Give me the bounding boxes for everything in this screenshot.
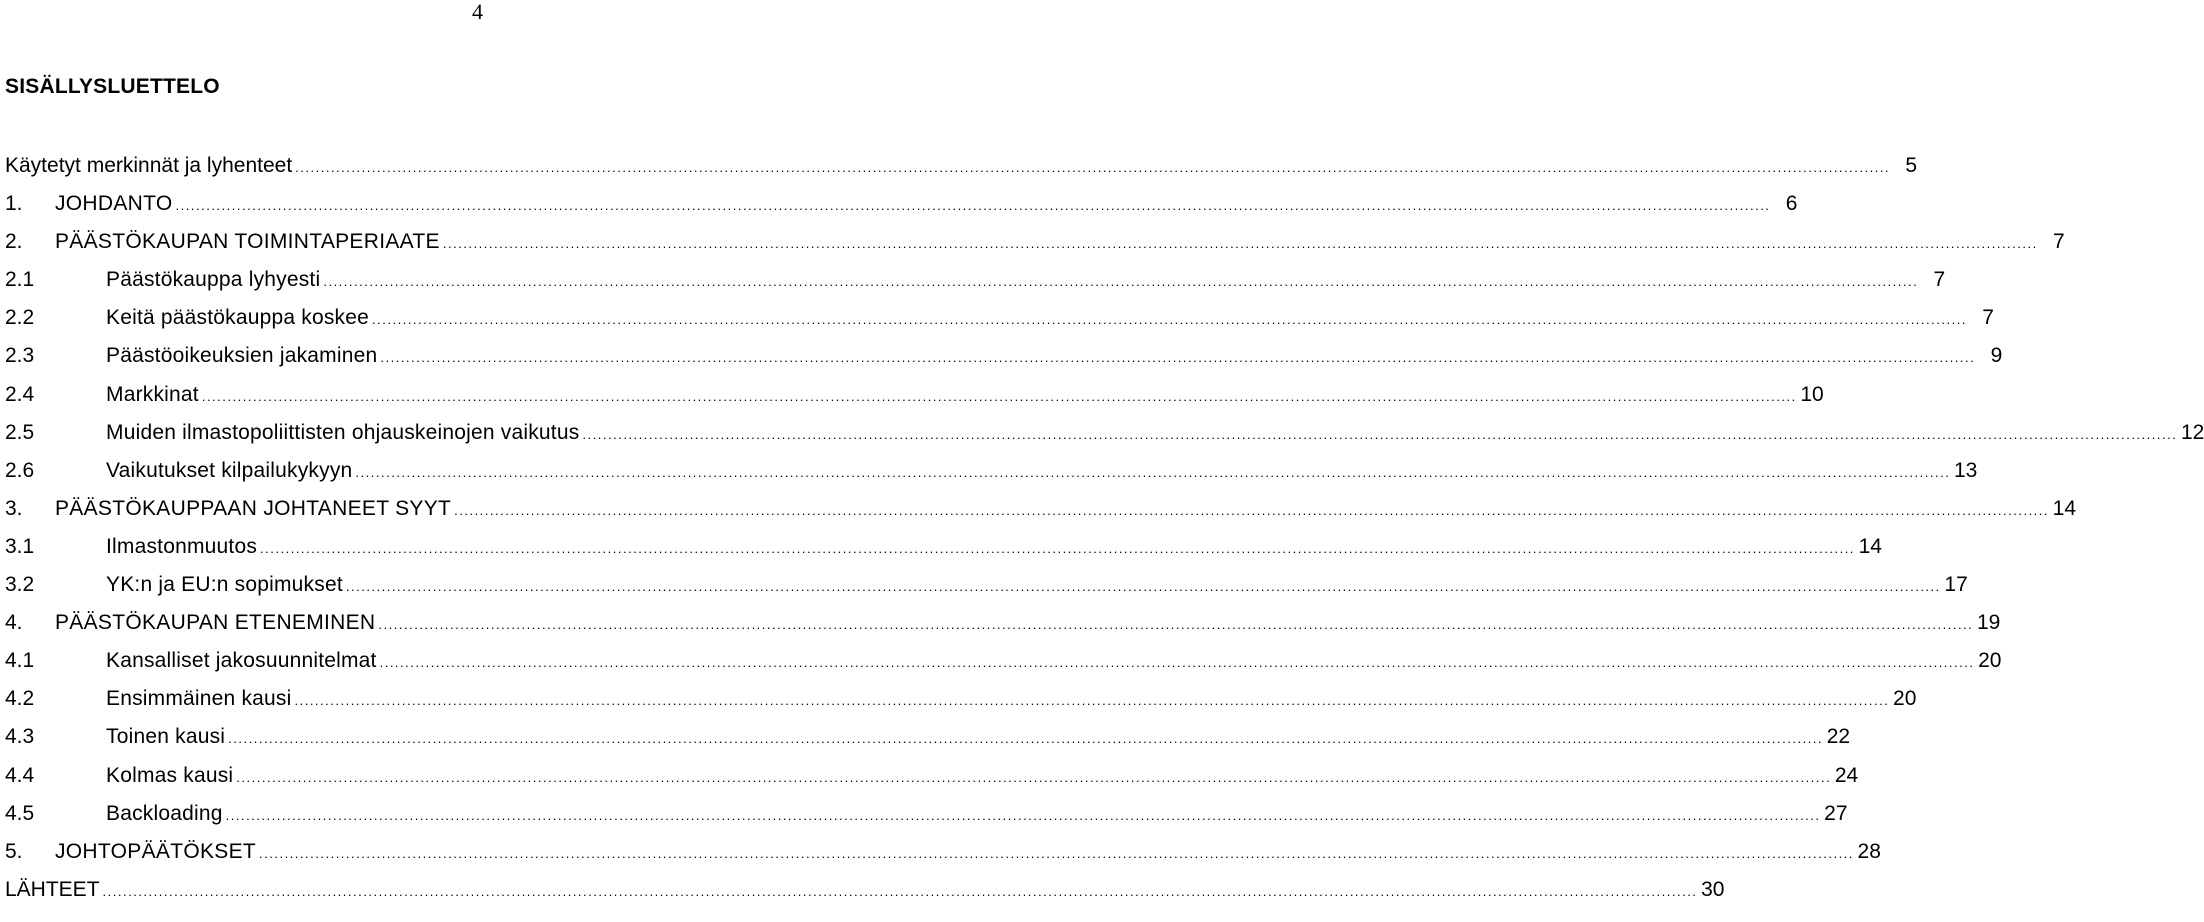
toc-entry-title: PÄÄSTÖKAUPAN ETENEMINEN — [55, 611, 376, 635]
toc-dot-leader — [380, 648, 1975, 678]
toc-dot-leader — [259, 839, 1854, 869]
toc-entry-page: 12 — [2180, 420, 2204, 444]
toc-entry-number: 3. — [5, 496, 23, 520]
toc-entry-page: 19 — [1976, 611, 2001, 635]
toc-entry-title: LÄHTEET — [5, 877, 100, 901]
toc-dot-leader — [380, 343, 1975, 373]
toc-entry[interactable] — [5, 837, 1881, 875]
toc-entry-title: Päästökauppa lyhyesti — [106, 268, 321, 292]
toc-entry[interactable] — [5, 570, 1968, 608]
toc-entry-number: 4. — [5, 611, 23, 635]
toc-dot-leader — [323, 267, 1918, 297]
toc-dot-leader — [103, 877, 1698, 907]
toc-entry-page: 5 — [1905, 154, 1918, 177]
toc-entry-number: 3.2 — [5, 573, 35, 597]
toc-entry-number: 2. — [5, 230, 23, 254]
toc-entry[interactable] — [5, 456, 1978, 494]
toc-entry-title: Backloading — [106, 801, 223, 825]
toc-dot-leader — [295, 153, 1890, 183]
toc-entry-number: 4.5 — [5, 801, 35, 825]
toc-dot-leader — [355, 458, 1950, 488]
toc-entry-number: 3.1 — [5, 534, 35, 558]
toc-entry-number: 4.3 — [5, 725, 35, 749]
toc-dot-leader — [236, 763, 1831, 793]
toc-dot-leader — [378, 610, 1973, 640]
toc-entry-page: 24 — [1834, 763, 1859, 787]
toc-entry-title: Markkinat — [106, 382, 199, 406]
toc-entry-number: 2.2 — [5, 306, 35, 330]
toc-entry[interactable] — [5, 646, 2002, 684]
toc-entry-page: 28 — [1857, 839, 1881, 863]
toc-entry-title: YK:n ja EU:n sopimukset — [106, 573, 343, 597]
table-of-contents — [5, 151, 2204, 913]
toc-entry[interactable] — [5, 151, 1918, 189]
toc-dot-leader — [454, 496, 2049, 526]
toc-entry-number: 2.5 — [5, 420, 35, 444]
toc-dot-leader — [202, 382, 1797, 412]
toc-entry[interactable] — [5, 303, 1994, 341]
toc-entry-number: 1. — [5, 192, 23, 216]
toc-entry-title: Vaikutukset kilpailukykyyn — [106, 458, 353, 482]
toc-entry-title: PÄÄSTÖKAUPPAAN JOHTANEET SYYT — [55, 496, 452, 520]
toc-entry-page: 6 — [1785, 192, 1798, 216]
toc-entry[interactable] — [5, 532, 1882, 570]
toc-dot-leader — [228, 724, 1823, 754]
toc-entry-title: Päästöoikeuksien jakaminen — [106, 344, 378, 368]
toc-title: SISÄLLYSLUETTELO — [5, 75, 220, 98]
toc-entry-page: 13 — [1953, 458, 1978, 482]
toc-dot-leader — [372, 305, 1967, 335]
toc-entry-number: 2.1 — [5, 268, 35, 292]
toc-entry-number: 5. — [5, 839, 23, 863]
toc-entry-title: Kansalliset jakosuunnitelmat — [106, 649, 377, 673]
toc-dot-leader — [582, 420, 2177, 450]
toc-entry-title: PÄÄSTÖKAUPAN TOIMINTAPERIAATE — [55, 230, 440, 254]
toc-entry-page: 30 — [1701, 877, 1725, 901]
toc-dot-leader — [443, 229, 2038, 259]
toc-entry-title: JOHDANTO — [55, 192, 173, 216]
toc-entry-page: 9 — [1990, 344, 2003, 368]
toc-entry-page: 14 — [2052, 496, 2077, 520]
toc-dot-leader — [226, 801, 1821, 831]
page-number: 4 — [472, 0, 483, 24]
toc-entry[interactable] — [5, 684, 1917, 722]
toc-entry[interactable] — [5, 265, 1946, 303]
toc-dot-leader — [346, 572, 1941, 602]
toc-entry-page: 7 — [1933, 268, 1946, 292]
toc-entry-page: 22 — [1826, 725, 1851, 749]
toc-entry-number: 4.4 — [5, 763, 35, 787]
toc-entry[interactable] — [5, 722, 1851, 760]
toc-entry-page: 17 — [1944, 573, 1968, 597]
toc-entry-page: 20 — [1978, 649, 2002, 673]
toc-entry-page: 10 — [1800, 382, 1824, 406]
toc-entry-title: Toinen kausi — [106, 725, 226, 749]
toc-entry[interactable] — [5, 494, 2077, 532]
toc-entry-page: 20 — [1893, 687, 1917, 711]
toc-entry[interactable] — [5, 875, 1725, 913]
toc-entry-title: Käytetyt merkinnät ja lyhenteet — [5, 154, 293, 177]
toc-entry-page: 14 — [1858, 534, 1882, 558]
toc-entry-number: 2.6 — [5, 458, 35, 482]
toc-entry[interactable] — [5, 418, 2204, 456]
toc-entry-page: 27 — [1824, 801, 1848, 825]
toc-entry-number: 4.1 — [5, 649, 35, 673]
toc-entry-title: Kolmas kausi — [106, 763, 234, 787]
toc-entry-page: 7 — [1982, 306, 1994, 330]
toc-dot-leader — [176, 191, 1771, 221]
toc-entry-title: JOHTOPÄÄTÖKSET — [55, 839, 257, 863]
toc-entry[interactable] — [5, 341, 2003, 379]
toc-entry-page: 7 — [2053, 230, 2065, 254]
toc-entry[interactable] — [5, 799, 1848, 837]
toc-entry-title: Ilmastonmuutos — [106, 534, 258, 558]
toc-entry[interactable] — [5, 380, 1824, 418]
toc-entry-title: Ensimmäinen kausi — [106, 687, 292, 711]
toc-entry[interactable] — [5, 608, 2001, 646]
toc-entry[interactable] — [5, 189, 1798, 227]
toc-entry-number: 2.3 — [5, 344, 35, 368]
toc-entry-title: Keitä päästökauppa koskee — [106, 306, 370, 330]
toc-entry[interactable] — [5, 227, 2065, 265]
toc-dot-leader — [294, 686, 1889, 716]
toc-entry-title: Muiden ilmastopoliittisten ohjauskeinojen vaikutus — [106, 420, 580, 444]
toc-dot-leader — [260, 534, 1855, 564]
toc-entry[interactable] — [5, 761, 1859, 799]
toc-entry-number: 2.4 — [5, 382, 35, 406]
toc-entry-number: 4.2 — [5, 687, 35, 711]
